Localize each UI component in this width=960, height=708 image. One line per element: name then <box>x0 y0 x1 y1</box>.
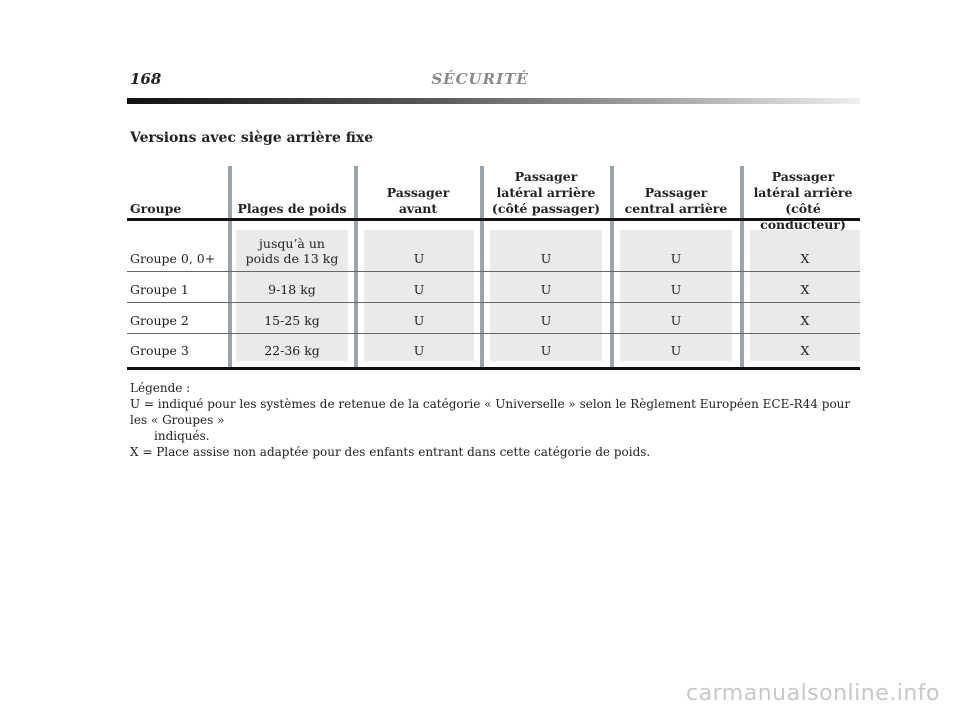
column-separator <box>228 166 232 370</box>
legend-title: Légende : <box>130 381 191 395</box>
cell-front: U <box>413 251 425 266</box>
row-divider <box>127 333 860 334</box>
cell-rear-side-passenger: U <box>540 313 552 328</box>
cell-rear-side-passenger: U <box>540 282 552 297</box>
table-bottom-rule <box>127 367 860 370</box>
cell-rear-center: U <box>670 343 682 358</box>
cell-front: U <box>413 282 425 297</box>
cell-rear-center: U <box>670 313 682 328</box>
cell-rear-center: U <box>670 282 682 297</box>
section-title: SÉCURITÉ <box>431 70 529 88</box>
row-divider <box>127 302 860 303</box>
cell-rear-center: U <box>670 251 682 266</box>
row-weight: 22-36 kg <box>264 343 320 358</box>
cell-rear-side-driver: X <box>800 313 810 328</box>
row-divider <box>127 271 860 272</box>
header-front-passenger: Passager avant <box>386 185 450 216</box>
legend <box>130 380 860 460</box>
header-rear-side-driver: Passager latéral arrière (côté conducteur) <box>753 169 853 232</box>
header-rear-center: Passager central arrière <box>624 185 728 216</box>
cell-front: U <box>413 313 425 328</box>
header-group: Groupe <box>130 201 182 216</box>
row-weight: 9-18 kg <box>268 282 316 297</box>
cell-front: U <box>413 343 425 358</box>
table-heading: Versions avec siège arrière fixe <box>130 130 374 146</box>
row-weight: 15-25 kg <box>264 313 320 328</box>
header-rear-side-passenger: Passager latéral arrière (côté passager) <box>491 169 601 216</box>
row-group-label: Groupe 3 <box>130 343 189 358</box>
cell-rear-side-driver: X <box>800 343 810 358</box>
legend-x-definition: X = Place assise non adaptée pour des enfants entrant dans cette catégorie de poids. <box>130 445 651 459</box>
page-number: 168 <box>130 70 162 88</box>
watermark: carmanualsonline.info <box>686 681 940 706</box>
row-group-label: Groupe 2 <box>130 313 189 328</box>
legend-u-definition: U = indiqué pour les systèmes de retenue de la catégorie « Universelle » selon le Règlement Européen ECE-R44 pour les « Groupes » <box>130 397 851 427</box>
column-separator <box>480 166 484 370</box>
row-weight: jusqu’à un poids de 13 kg <box>245 236 339 266</box>
cell-rear-side-passenger: U <box>540 343 552 358</box>
header-weight-range: Plages de poids <box>237 201 347 216</box>
cell-rear-side-driver: X <box>800 251 810 266</box>
row-group-label: Groupe 0, 0+ <box>130 251 216 266</box>
cell-rear-side-driver: X <box>800 282 810 297</box>
cell-rear-side-passenger: U <box>540 251 552 266</box>
legend-u-definition-cont: indiqués. <box>154 429 210 443</box>
column-separator <box>610 166 614 370</box>
row-group-label: Groupe 1 <box>130 282 189 297</box>
